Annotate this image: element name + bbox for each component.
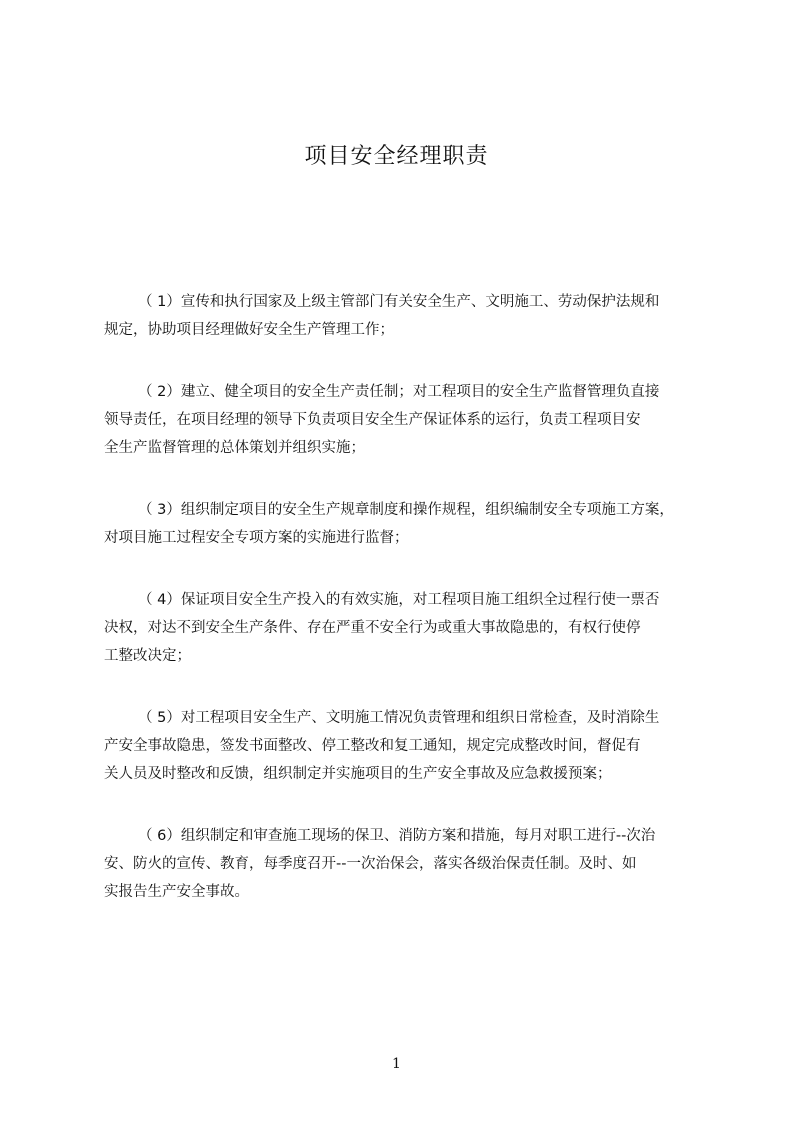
clause-line: （ 5）对工程项目安全生产、文明施工情况负责管理和组织日常检查，及时消除生 (138, 710, 660, 726)
clause-line: 安、防火的宣传、教育，每季度召开--一次治保会，落实各级治保责任制。及时、如 (104, 856, 637, 872)
clause-line: （ 2）建立、健全项目的安全生产责任制；对工程项目的安全生产监督管理负直接 (138, 384, 660, 400)
clause-line: 规定，协助项目经理做好安全生产管理工作； (104, 322, 394, 338)
page-number: 1 (392, 1056, 401, 1072)
clause-4 (104, 586, 724, 670)
clause-line: 决权，对达不到安全生产条件、存在严重不安全行为或重大事故隐患的，有权行使停 (104, 620, 641, 636)
clause-line: 关人员及时整改和反馈，组织制定并实施项目的生产安全事故及应急救援预案； (104, 766, 612, 782)
clause-line: 领导责任，在项目经理的领导下负责项目安全生产保证体系的运行，负责工程项目安 (104, 412, 641, 428)
clause-5 (104, 704, 724, 788)
clause-2 (104, 378, 724, 462)
clause-line: （ 6）组织制定和审查施工现场的保卫、消防方案和措施，每月对职工进行--次治 (138, 828, 656, 844)
clause-line: （ 1）宣传和执行国家及上级主管部门有关安全生产、文明施工、劳动保护法规和 (138, 294, 660, 310)
clause-line: 对项目施工过程安全专项方案的实施进行监督； (104, 530, 409, 546)
clause-line: 产安全事故隐患，签发书面整改、停工整改和复工通知，规定完成整改时间，督促有 (104, 738, 641, 754)
clause-line: （ 4）保证项目安全生产投入的有效实施，对工程项目施工组织全过程行使一票否 (138, 592, 660, 608)
clause-line: 实报告生产安全事故。 (104, 884, 249, 900)
clause-6 (104, 822, 724, 906)
clause-1 (104, 288, 724, 344)
clause-line: 全生产监督管理的总体策划并组织实施； (104, 440, 365, 456)
clause-line: （ 3）组织制定项目的安全生产规章制度和操作规程，组织编制安全专项施工方案， (138, 502, 674, 518)
clause-list (104, 288, 724, 940)
page-title: 项目安全经理职责 (304, 144, 489, 169)
clause-line: 工整改决定； (104, 648, 191, 664)
clause-3 (104, 496, 724, 552)
